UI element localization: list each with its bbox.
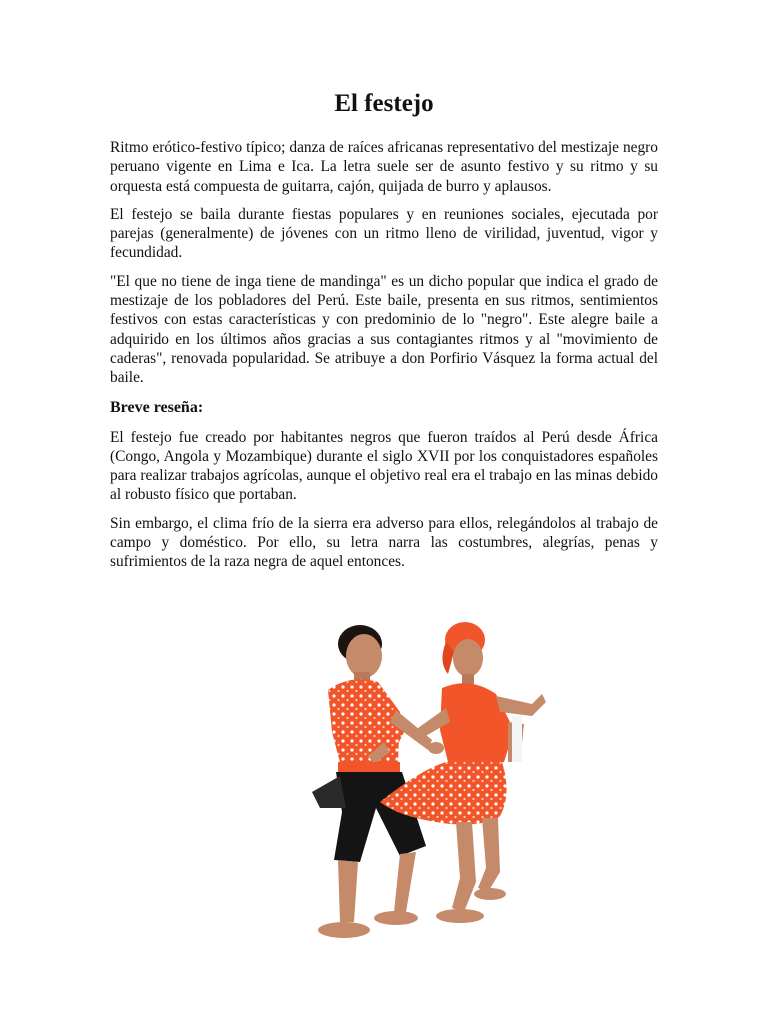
paragraph-intro: Ritmo erótico-festivo típico; danza de raíces africanas representativo del mestizaje negro peruano vigente en Lima e Ica. La letra suele ser de asunto festivo y su ritmo y su orquesta está compuesta de guitarra, cajón, quijada de burro y aplausos. <box>110 139 658 195</box>
paragraph-dance-description: El festejo se baila durante fiestas populares y en reuniones sociales, ejecutada por parejas (generalmente) de jóvenes con un ritmo lleno de virilidad, juventud, vigor y fecundidad. <box>110 205 658 262</box>
document-title: El festejo <box>334 90 434 117</box>
paragraph-history: El festejo fue creado por habitantes negros que fueron traídos al Perú desde África (Congo, Angola y Mozambique) durante el siglo XVII por los conquistadores españoles para realizar trabajos agrícolas, aunque el objetivo real era el trabajo en las minas debido al robusto físico que portaban. <box>110 428 658 504</box>
section-heading: Breve reseña: <box>110 398 204 416</box>
dancing-couple-photo <box>250 612 570 957</box>
paragraph-climate: Sin embargo, el clima frío de la sierra era adverso para ellos, relegándolos al trabajo de campo y doméstico. Por ello, su letra narra las costumbres, alegrías, penas y sufrimientos de la raza negra de aquel entonces. <box>110 514 658 571</box>
paragraph-mestizaje: "El que no tiene de inga tiene de mandinga" es un dicho popular que indica el grado de mestizaje de los pobladores del Perú. Este baile, presenta en sus ritmos, sentimientos festivos con estas características y con predominio de lo "negro". Este alegre baile a adquirido en los últimos años gracias a sus contagiantes ritmos y al "movimiento de caderas", renovada popularidad. Se atribuye a don Porfirio Vásquez la forma actual del baile. <box>110 272 658 387</box>
document-page <box>110 86 658 581</box>
